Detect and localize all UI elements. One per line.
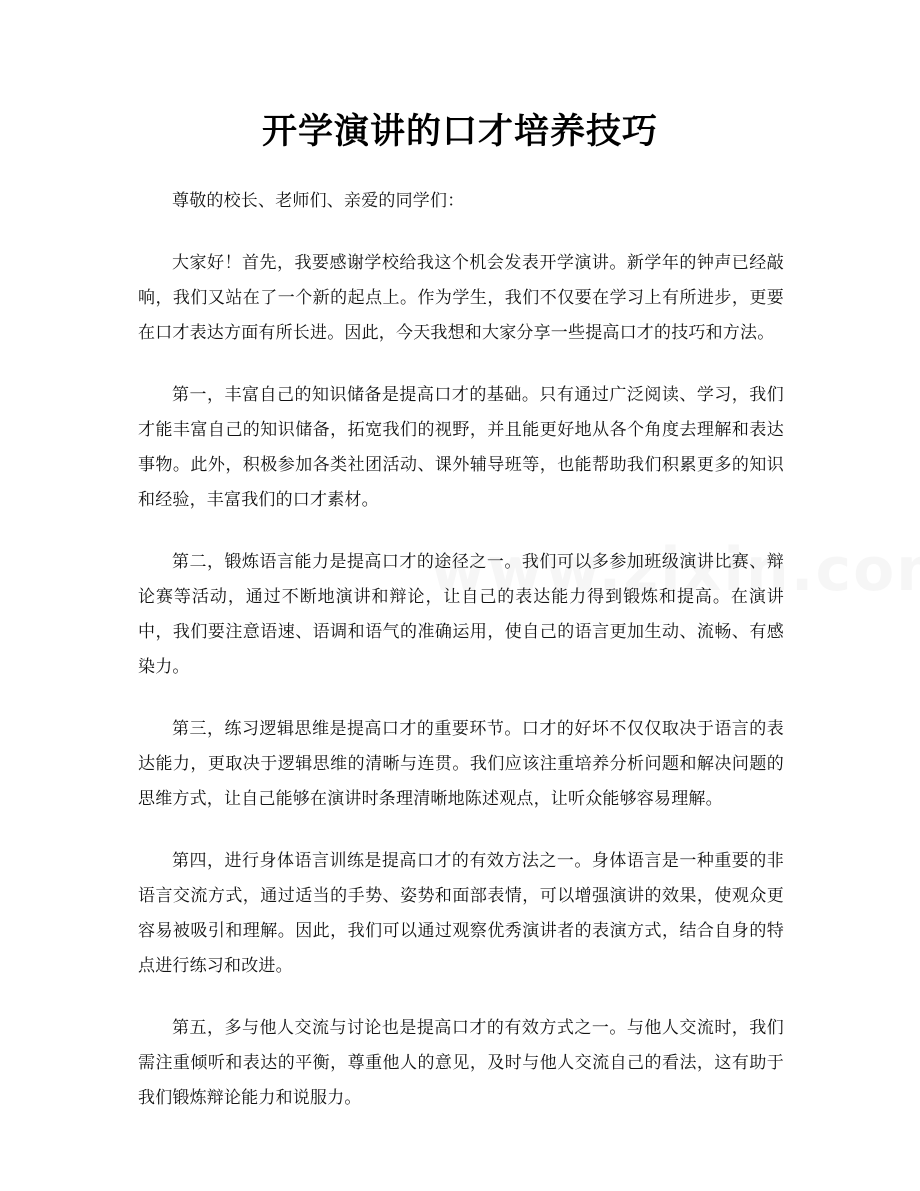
point-five-paragraph: 第五，多与他人交流与讨论也是提高口才的有效方式之一。与他人交流时，我们需注重倾听和表达的平衡，尊重他人的意见，及时与他人交流自己的看法，这有助于我们锻炼辩论能力和说服力。 — [138, 1018, 784, 1108]
point-two-paragraph: 第二，锻炼语言能力是提高口才的途径之一。我们可以多参加班级演讲比赛、辩论赛等活动，通过不断地演讲和辩论，让自己的表达能力得到锻炼和提高。在演讲中，我们要注意语速、语调和语气的准确运用，使自己的语言更加生动、流畅、有感染力。 — [138, 552, 784, 677]
point-four-paragraph: 第四，进行身体语言训练是提高口才的有效方法之一。身体语言是一种重要的非语言交流方式，通过适当的手势、姿势和面部表情，可以增强演讲的效果，使观众更容易被吸引和理解。因此，我们可以通过观察优秀演讲者的表演方式，结合自身的特点进行练习和改进。 — [138, 851, 784, 976]
point-three-paragraph: 第三，练习逻辑思维是提高口才的重要环节。口才的好坏不仅仅取决于语言的表达能力，更取决于逻辑思维的清晰与连贯。我们应该注重培养分析问题和解决问题的思维方式，让自己能够在演讲时条理清晰地陈述观点，让听众能够容易理解。 — [138, 719, 784, 809]
salutation-paragraph: 尊敬的校长、老师们、亲爱的同学们： — [172, 191, 465, 211]
point-one-paragraph: 第一，丰富自己的知识储备是提高口才的基础。只有通过广泛阅读、学习，我们才能丰富自己的知识储备，拓宽我们的视野，并且能更好地从各个角度去理解和表达事物。此外，积极参加各类社团活动、课外辅导班等，也能帮助我们积累更多的知识和经验，丰富我们的口才素材。 — [138, 385, 784, 510]
document-title: 开学演讲的口才培养技巧 — [261, 112, 658, 152]
document-body — [138, 184, 784, 1143]
intro-paragraph: 大家好！首先，我要感谢学校给我这个机会发表开学演讲。新学年的钟声已经敲响，我们又站在了一个新的起点上。作为学生，我们不仅要在学习上有所进步，更要在口才表达方面有所长进。因此，今天我想和大家分享一些提高口才的技巧和方法。 — [138, 253, 784, 343]
